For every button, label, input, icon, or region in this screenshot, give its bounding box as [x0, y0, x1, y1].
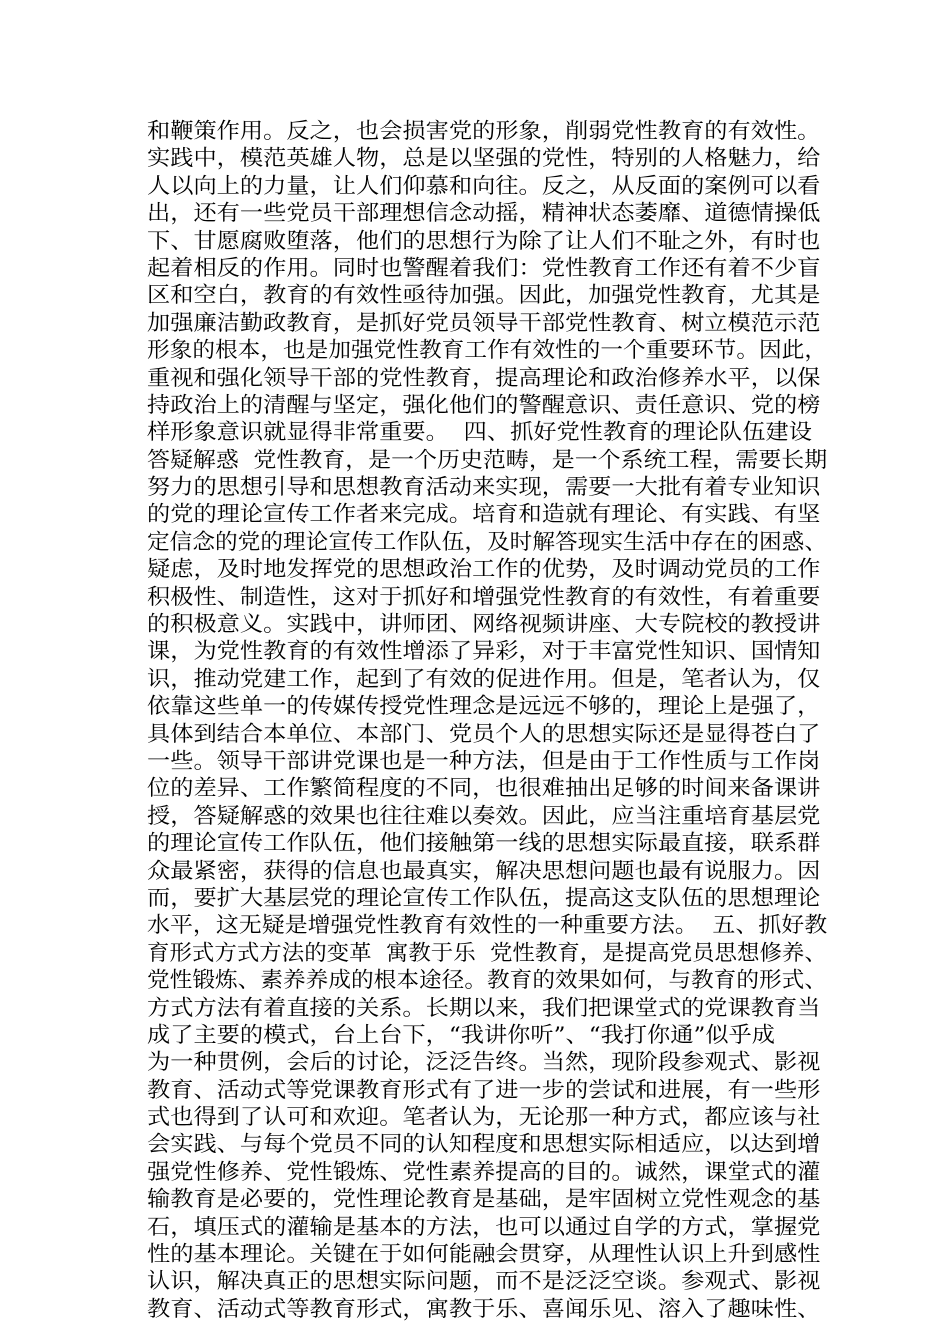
body-text [147, 118, 827, 1323]
text-line: 实践中，模范英雄人物，总是以坚强的党性，特别的人格魅力，给 [147, 146, 821, 172]
text-line: 一些。领导干部讲党课也是一种方法，但是由于工作性质与工作岗 [147, 748, 821, 774]
text-line: 识，推动党建工作，起到了有效的促进作用。但是，笔者认为，仅 [147, 666, 821, 692]
text-line: 教育、活动式等党课教育形式有了进一步的尝试和进展，有一些形 [147, 1077, 821, 1103]
text-line: 出，还有一些党员干部理想信念动摇，精神状态萎靡、道德情操低 [147, 201, 821, 227]
text-line: 人以向上的力量，让人们仰慕和向往。反之，从反面的案例可以看 [147, 173, 821, 199]
text-line: 样形象意识就显得非常重要。 四、抓好党性教育的理论队伍建设 [147, 420, 812, 446]
text-line: 依靠这些单一的传媒传授党性理念是远远不够的，理论上是强了， [147, 694, 821, 720]
text-line: 而，要扩大基层党的理论宣传工作队伍，提高这支队伍的思想理论 [147, 885, 821, 911]
text-line: 努力的思想引导和思想教育活动来实现，需要一大批有着专业知识 [147, 475, 821, 501]
text-line: 的理论宣传工作队伍，他们接触第一线的思想实际最直接，联系群 [147, 831, 821, 857]
text-line: 的积极意义。实践中，讲师团、网络视频讲座、大专院校的教授讲 [147, 612, 821, 638]
text-line: 起着相反的作用。同时也警醒着我们：党性教育工作还有着不少盲 [147, 255, 821, 281]
text-line: 重视和强化领导干部的党性教育，提高理论和政治修养水平，以保 [147, 365, 821, 391]
text-line: 方式方法有着直接的关系。长期以来，我们把课堂式的党课教育当 [147, 995, 821, 1021]
text-line: 石，填压式的灌输是基本的方法，也可以通过自学的方式，掌握党 [147, 1214, 821, 1240]
text-line: 持政治上的清醒与坚定，强化他们的警醒意识、责任意识、党的榜 [147, 392, 821, 418]
text-line: 具体到结合本单位、本部门、党员个人的思想实际还是显得苍白了 [147, 721, 821, 747]
text-line: 疑虑，及时地发挥党的思想政治工作的优势，及时调动党员的工作 [147, 557, 821, 583]
text-line: 为一种贯例，会后的讨论，泛泛告终。当然，现阶段参观式、影视 [147, 1050, 821, 1076]
text-line: 会实践、与每个党员不同的认知程度和思想实际相适应，以达到增 [147, 1132, 821, 1158]
text-line: 和鞭策作用。反之，也会损害党的形象，削弱党性教育的有效性。 [147, 119, 821, 144]
text-line: 形象的根本，也是加强党性教育工作有效性的一个重要环节。因此， [147, 338, 828, 364]
text-line: 育形式方式方法的变革 寓教于乐 党性教育，是提高党员思想修养、 [147, 940, 827, 966]
text-line: 教育、活动式等教育形式，寓教于乐、喜闻乐见、溶入了趣味性、 [147, 1296, 821, 1322]
text-line: 输教育是必要的，党性理论教育是基础，是牢固树立党性观念的基 [147, 1187, 821, 1213]
text-line: 成了主要的模式，台上台下，“我讲你听”、“我打你通”似乎成 [147, 1022, 775, 1048]
text-line: 认识，解决真正的思想实际问题，而不是泛泛空谈。参观式、影视 [147, 1269, 821, 1295]
text-line: 强党性修养、党性锻炼、党性素养提高的目的。诚然，课堂式的灌 [147, 1159, 821, 1185]
text-line: 位的差异、工作繁简程度的不同，也很难抽出足够的时间来备课讲 [147, 776, 821, 802]
text-line: 水平，这无疑是增强党性教育有效性的一种重要方法。 五、抓好教 [147, 913, 828, 939]
text-line: 定信念的党的理论宣传工作队伍，及时解答现实生活中存在的困惑、 [147, 529, 828, 555]
text-line: 式也得到了认可和欢迎。笔者认为，无论那一种方式，都应该与社 [147, 1105, 821, 1131]
text-line: 加强廉洁勤政教育，是抓好党员领导干部党性教育、树立模范示范 [147, 310, 821, 336]
text-line: 答疑解惑 党性教育，是一个历史范畴，是一个系统工程，需要长期 [147, 447, 828, 473]
text-line: 积极性、制造性，这对于抓好和增强党性教育的有效性，有着重要 [147, 584, 821, 610]
text-line: 下、甘愿腐败堕落，他们的思想行为除了让人们不耻之外，有时也 [147, 228, 821, 254]
text-line: 的党的理论宣传工作者来完成。培育和造就有理论、有实践、有坚 [147, 502, 821, 528]
text-line: 区和空白，教育的有效性亟待加强。因此，加强党性教育，尤其是 [147, 283, 821, 309]
text-line: 众最紧密，获得的信息也最真实，解决思想问题也最有说服力。因 [147, 858, 821, 884]
text-line: 党性锻炼、素养养成的根本途径。教育的效果如何，与教育的形式、 [147, 968, 828, 994]
text-line: 性的基本理论。关键在于如何能融会贯穿，从理性认识上升到感性 [147, 1242, 821, 1268]
text-line: 课，为党性教育的有效性增添了异彩，对于丰富党性知识、国情知 [147, 639, 821, 665]
text-line: 授，答疑解惑的效果也往往难以奏效。因此，应当注重培育基层党 [147, 803, 821, 829]
